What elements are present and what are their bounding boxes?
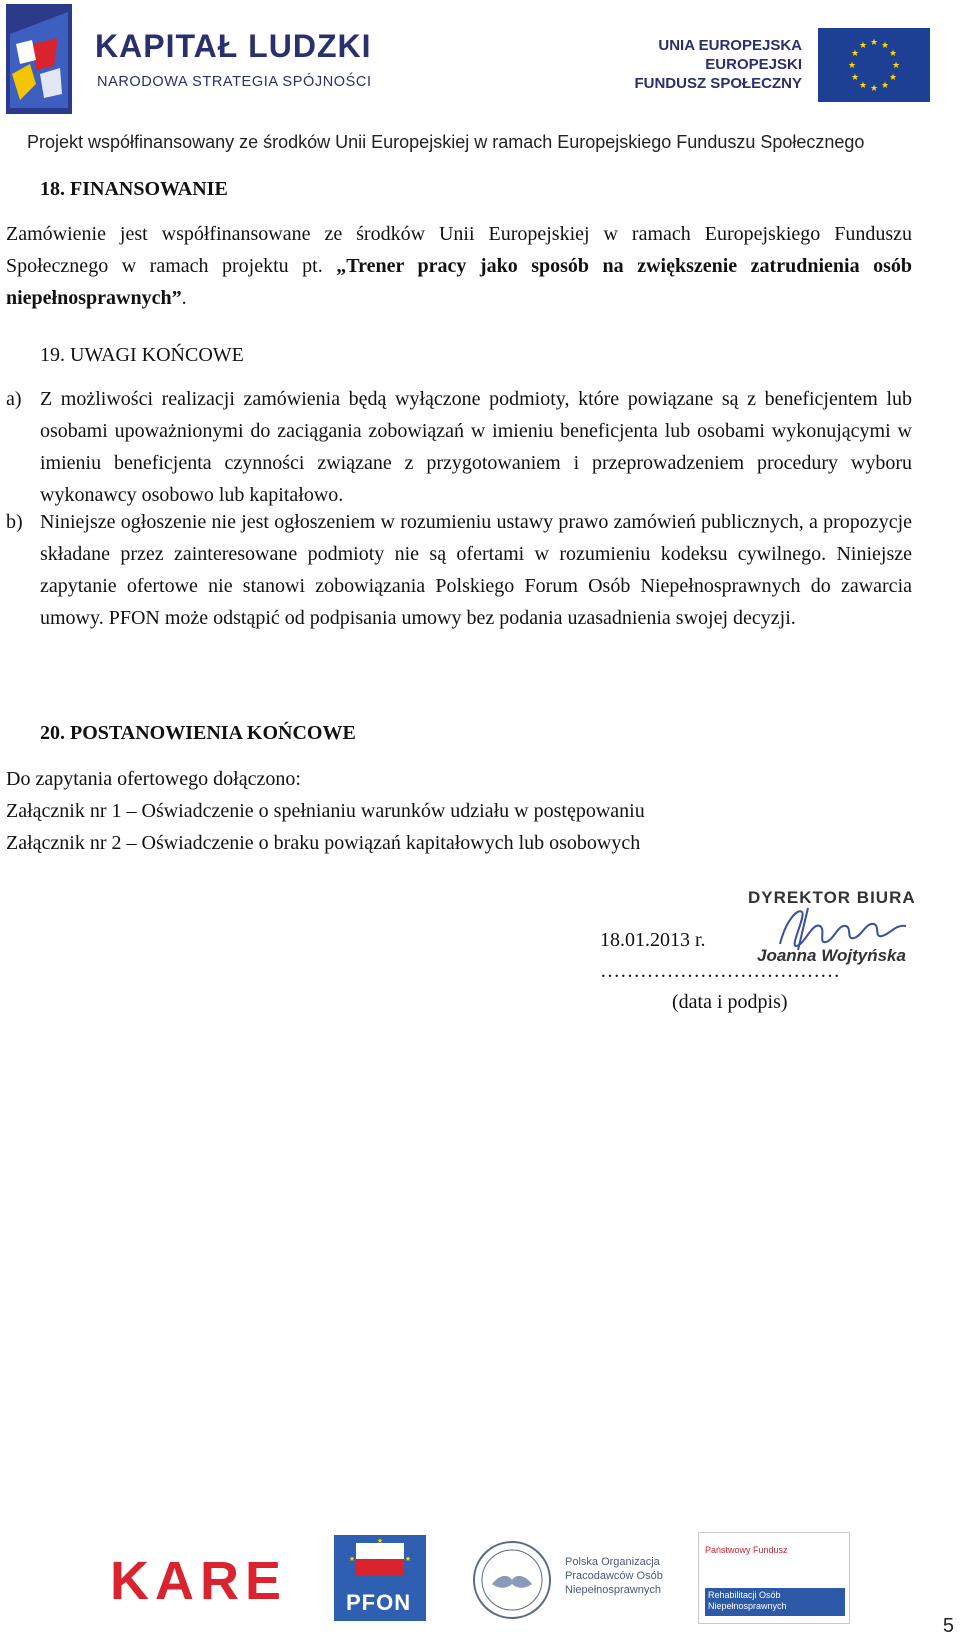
svg-text:★: ★ [888, 49, 898, 59]
item-a-text: Z możliwości realizacji zamówienia będą wyłączone podmioty, które powiązane są z beneficjentem lub osobami upoważnionymi do zaciągania zobowiązań w imieniu beneficjenta lub osobami wykonującymi w imieniu beneficjenta czynności związane z przygotowaniem i przeprowadzeniem procedury wyboru wykonawcy osobowo lub kapitałowo. [40, 388, 912, 506]
svg-text:★: ★ [891, 61, 901, 71]
section-20-heading: 20. POSTANOWIENIA KOŃCOWE [40, 722, 356, 744]
section-18-line-2-plain: Społecznego w ramach projektu pt. [6, 255, 337, 277]
pfron-line-1: Rehabilitacji Osób [708, 1590, 781, 1600]
attachment-1: Załącznik nr 1 – Oświadczenie o spełnianiu warunków udziału w postępowaniu [6, 800, 645, 822]
project-cofinancing-line: Projekt współfinansowany ze środków Unii Europejskiej w ramach Europejskiego Funduszu Społecznego [27, 132, 865, 152]
svg-text:★: ★ [850, 49, 860, 59]
svg-text:★: ★ [880, 41, 890, 51]
pfron-bottom-text [708, 1590, 787, 1612]
svg-text:★: ★ [869, 84, 879, 94]
attachments-intro: Do zapytania ofertowego dołączono: [6, 768, 301, 790]
popon-line-3: Niepełnosprawnych [565, 1584, 661, 1596]
section-18-heading: 18. FINANSOWANIE [40, 178, 228, 200]
popon-label [565, 1555, 663, 1597]
svg-text:★: ★ [888, 73, 898, 83]
eu-label-line1: UNIA EUROPEJSKA [658, 37, 802, 54]
item-a-marker: a) [6, 388, 22, 410]
attachment-2: Załącznik nr 2 – Oświadczenie o braku powiązań kapitałowych lub osobowych [6, 832, 641, 854]
signature-dots: ……………………………… [600, 960, 840, 982]
eu-label-line2: EUROPEJSKI [705, 56, 802, 73]
project-title-part-2: niepełnosprawnych” [6, 287, 182, 309]
signature-date: 18.01.2013 r. [600, 929, 706, 951]
kapital-ludzki-logo-icon [6, 4, 72, 114]
section-19-heading: 19. UWAGI KOŃCOWE [40, 344, 244, 366]
svg-text:★: ★ [858, 41, 868, 51]
svg-text:★: ★ [858, 81, 868, 91]
pfron-line-2: Niepełnosprawnych [708, 1601, 787, 1611]
eu-label-line3: FUNDUSZ SPOŁECZNY [634, 75, 802, 92]
section-18-line-3-tail: . [181, 287, 187, 309]
svg-text:★: ★ [869, 38, 879, 48]
eu-label [634, 36, 802, 93]
section-18-line-3 [6, 282, 187, 314]
kapital-ludzki-title: KAPITAŁ LUDZKI [95, 28, 372, 64]
item-b-marker: b) [6, 511, 23, 533]
section-18-line-1: Zamówienie jest współfinansowane ze środków Unii Europejskiej w ramach Europejskiego Funduszu [6, 223, 912, 245]
signature-caption: (data i podpis) [672, 991, 788, 1013]
pfon-wordmark: PFON [346, 1590, 412, 1615]
item-b-text: Niniejsze ogłoszenie nie jest ogłoszeniem w rozumieniu ustawy prawo zamówień publicznych, a propozycje składane przez zainteresowane podmioty nie są ofertami w rozumieniu kodeksu cywilnego. Niniejsze zapytanie ofertowe nie stanowi zobowiązania Polskiego Forum Osób Niepełnosprawnych do zawarcia umowy. PFON może odstąpić od podpisania umowy bez podania uzasadnienia swojej decyzji. [40, 511, 912, 629]
kapital-ludzki-subtitle: NARODOWA STRATEGIA SPÓJNOŚCI [97, 74, 372, 90]
svg-text:★: ★ [847, 61, 857, 71]
svg-text:★: ★ [376, 1537, 384, 1545]
pfron-top-text: Państwowy Fundusz [705, 1545, 788, 1555]
svg-text:★: ★ [850, 73, 860, 83]
svg-text:★: ★ [348, 1555, 356, 1563]
popon-line-2: Pracodawców Osób [565, 1570, 663, 1582]
handshake-seal-icon [470, 1538, 554, 1622]
project-title-part-1: „Trener pracy jako sposób na zwiększenie zatrudnienia osób [336, 255, 912, 277]
popon-line-1: Polska Organizacja [565, 1556, 660, 1568]
stamp-name: Joanna Wojtyńska [757, 946, 906, 965]
svg-text:★: ★ [404, 1555, 412, 1563]
kare-logo: KARE [110, 1551, 288, 1611]
svg-text:★: ★ [880, 81, 890, 91]
eu-flag-icon [818, 28, 930, 102]
stamp-title: DYREKTOR BIURA [748, 888, 916, 907]
page-number: 5 [942, 1615, 954, 1637]
section-18-line-2 [6, 250, 912, 282]
